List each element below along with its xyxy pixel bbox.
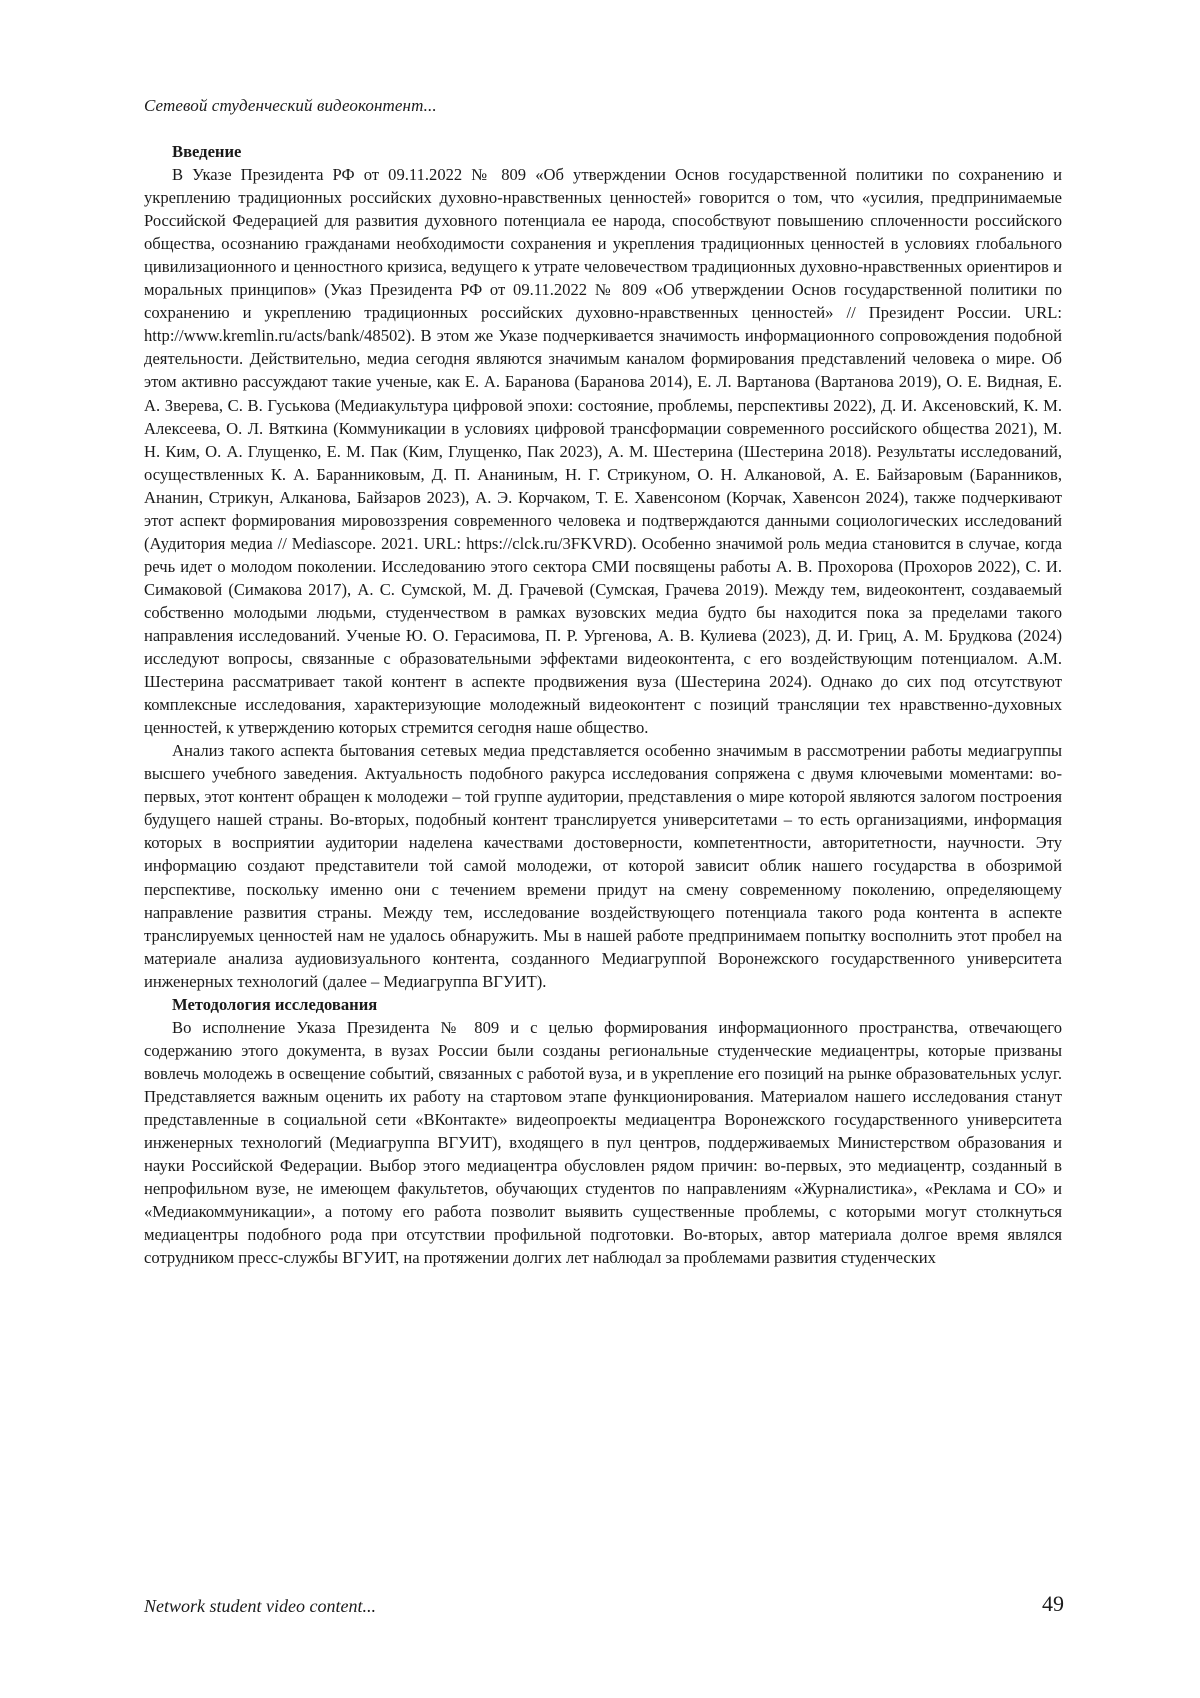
paragraph: Анализ такого аспекта бытования сетевых медиа представляется особенно значимым в рассмотрении работы медиагруппы высшего учебного заведения. Актуальность подобного ракурса исследования сопряжена с двумя ключевыми моментами: во-первых, этот контент обращен к молодежи – той группе аудитории, представления о мире которой являются залогом построения будущего нашей страны. Во-вторых, подобный контент транслируется университетами – то есть организациями, информация которых в восприятии аудитории наделена качествами достоверности, компетентности, авторитетности, научности. Эту информацию создают представители той самой молодежи, от которой зависит облик нашего государства в обозримой перспективе, поскольку именно они с течением времени придут на смену современному поколению, определяющему направление развития страны. Между тем, исследование воздействующего потенциала такого рода контента в аспекте транслируемых ценностей нам не удалось обнаружить. Мы в нашей работе предпринимаем попытку восполнить этот пробел на материале анализа аудиовизуального контента, созданного Медиагруппой Воронежского государственного университета инженерных технологий (далее – Медиагруппа ВГУИТ).: [144, 741, 1062, 991]
paragraph: Во исполнение Указа Президента № 809 и с целью формирования информационного пространства, отвечающего содержанию этого документа, в вузах России были созданы региональные студенческие медиацентры, которые призваны вовлечь молодежь в освещение событий, связанных с работой вуза, и в укрепление его позиций на рынке образовательных услуг. Представляется важным оценить их работу на стартовом этапе функционирования. Материалом нашего исследования станут представленные в социальной сети «ВКонтакте» видеопроекты медиацентра Воронежского государственного университета инженерных технологий (Медиагруппа ВГУИТ), входящего в пул центров, поддерживаемых Министерством образования и науки Российской Федерации. Выбор этого медиацентра обусловлен рядом причин: во-первых, это медиацентр, созданный в непрофильном вузе, не имеющем факультетов, обучающих студентов по направлениям «Журналистика», «Реклама и СО» и «Медиакоммуникации», а потому его работа позволит выявить существенные проблемы, с которыми могут столкнуться медиацентры подобного рода при отсутствии профильной подготовки. Во-вторых, автор материала долгое время являлся сотрудником пресс-службы ВГУИТ, на протяжении долгих лет наблюдал за проблемами развития студенческих: [144, 1017, 1062, 1268]
section-heading-introduction: Введение: [172, 142, 242, 161]
running-header: Сетевой студенческий видеоконтент...: [144, 96, 437, 115]
running-footer: Network student video content...: [144, 1596, 376, 1616]
article-body: [144, 140, 1062, 1269]
page-number: 49: [1042, 1591, 1064, 1616]
paragraph: В Указе Президента РФ от 09.11.2022 № 809 «Об утверждении Основ государственной политики по сохранению и укреплению традиционных российских духовно-нравственных ценностей» говорится о том, что «усилия, предпринимаемые Российской Федерацией для развития духовного потенциала ее народа, способствуют повышению сплоченности российского общества, осознанию гражданами необходимости сохранения и укрепления традиционных ценностей в условиях глобального цивилизационного и ценностного кризиса, ведущего к утрате человечеством традиционных духовно-нравственных ориентиров и моральных принципов» (Указ Президента РФ от 09.11.2022 № 809 «Об утверждении Основ государственной политики по сохранению и укреплению традиционных российских духовно-нравственных ценностей» // Президент России. URL: http://www.kremlin.ru/acts/bank/48502). В этом же Указе подчеркивается значимость информационного сопровождения подобной деятельности. Действительно, медиа сегодня являются значимым каналом формирования представлений человека о мире. Об этом активно рассуждают такие ученые, как Е. А. Баранова (Баранова 2014), Е. Л. Вартанова (Вартанова 2019), О. Е. Видная, Е. А. Зверева, С. В. Гуськова (Медиакультура цифровой эпохи: состояние, проблемы, перспективы 2022), Д. И. Аксеновский, К. М. Алексеева, О. Л. Вяткина (Коммуникации в условиях цифровой трансформации современного российского общества 2021), М. Н. Ким, О. А. Глущенко, Е. М. Пак (Ким, Глущенко, Пак 2023), А. М. Шестерина (Шестерина 2018). Результаты исследований, осуществленных К. А. Баранниковым, Д. П. Ананиным, Н. Г. Стрикуном, О. Н. Алкановой, А. Е. Байзаровым (Баранников, Ананин, Стрикун, Алканова, Байзаров 2023), А. Э. Корчаком, Т. Е. Хавенсоном (Корчак, Хавенсон 2024), также подчеркивают этот аспект формирования мировоззрения современного человека и подтверждаются данными социологических исследований (Аудитория медиа // Mediascope. 2021. URL: https://clck.ru/3FKVRD). Особенно значимой роль медиа становится в случае, когда речь идет о молодом поколении. Исследованию этого сектора СМИ посвящены работы А. В. Прохорова (Прохоров 2022), С. И. Симаковой (Симакова 2017), А. С. Сумской, М. Д. Грачевой (Сумская, Грачева 2019). Между тем, видеоконтент, создаваемый собственно молодыми людьми, студенчеством в рамках вузовских медиа будто бы находится пока за пределами такого направления исследований. Ученые Ю. О. Герасимова, П. Р. Ургенова, А. В. Кулиева (2023), Д. И. Гриц, А. М. Брудкова (2024) исследуют вопросы, связанные с образовательными эффектами видеоконтента, с его воздействующим потенциалом. А.М. Шестерина рассматривает такой контент в аспекте продвижения вуза (Шестерина 2024). Однако до сих под отсутствуют комплексные исследования, характеризующие молодежный видеоконтент с позиций трансляции тех нравственно-духовных ценностей, к утверждению которых стремится сегодня наше общество.: [144, 165, 1062, 738]
section-heading-methodology: Методология исследования: [172, 994, 378, 1014]
